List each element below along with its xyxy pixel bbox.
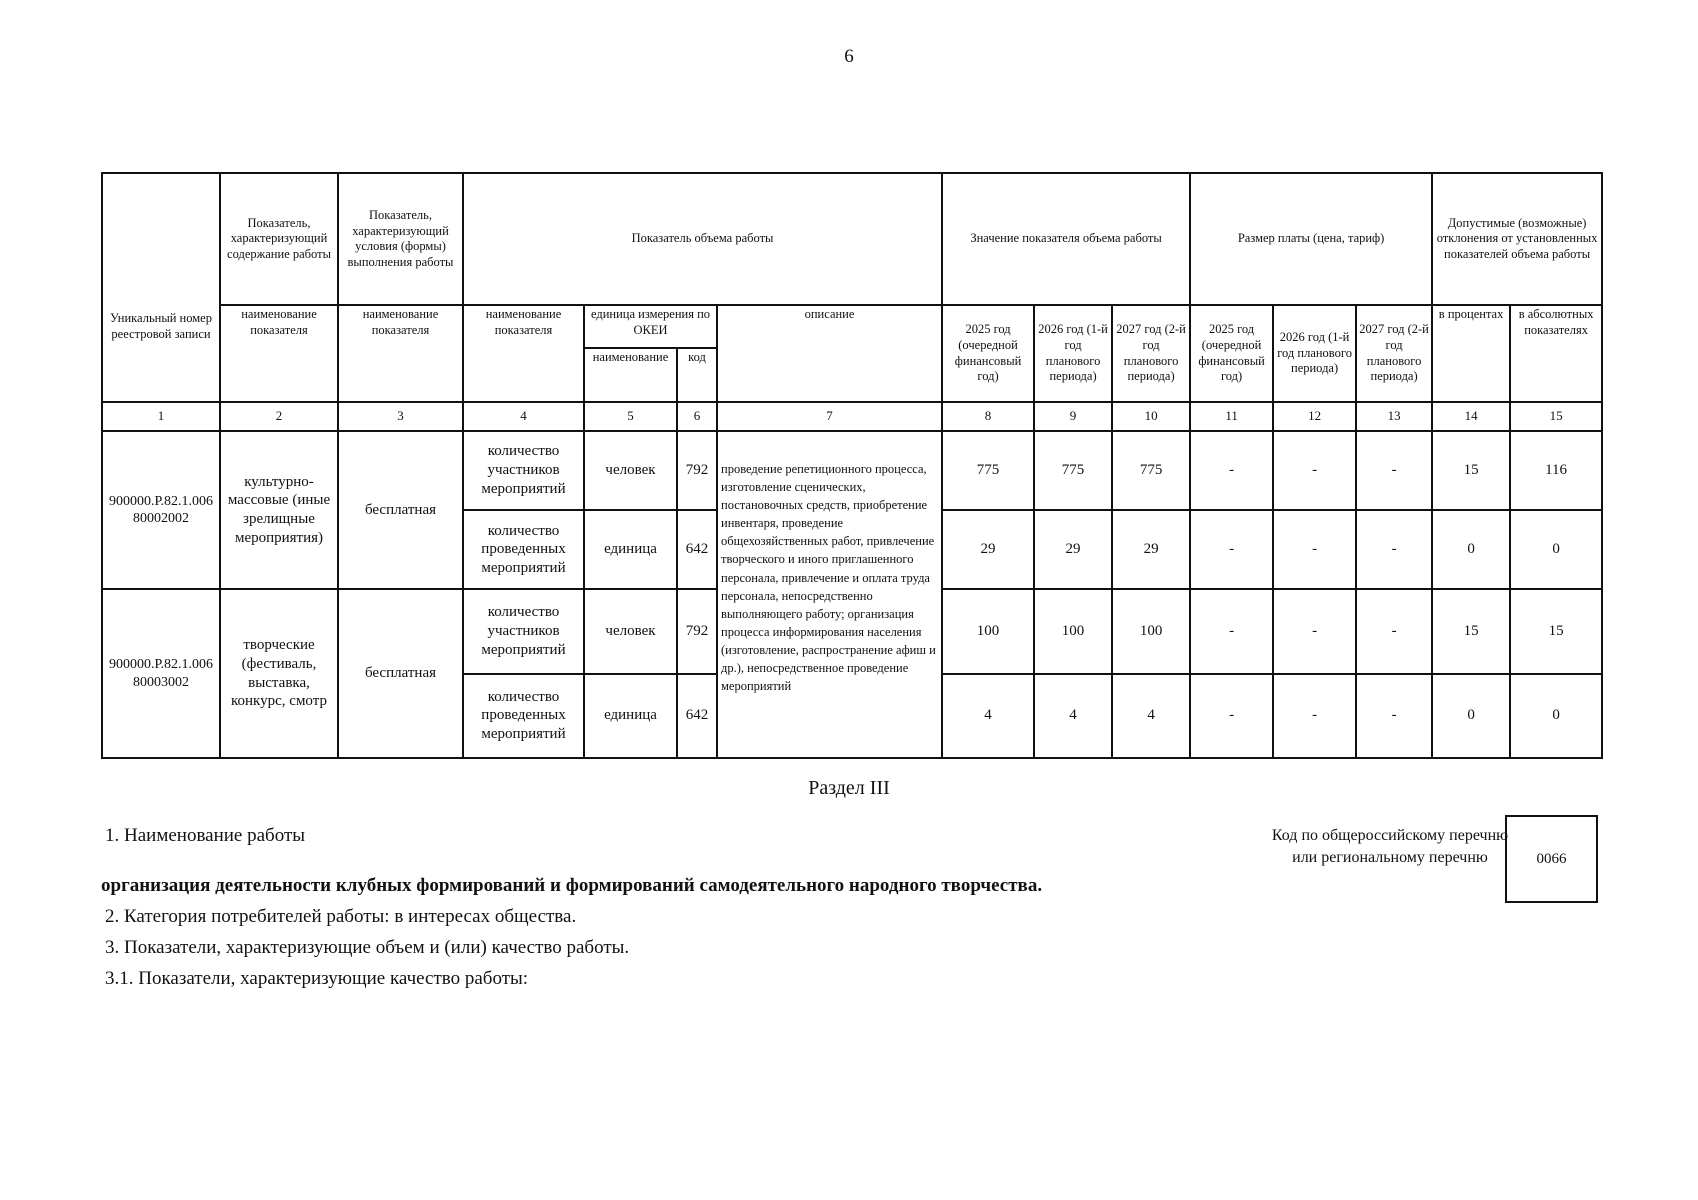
item-quality-indicators: 3.1. Показатели, характеризующие качество работы: — [105, 968, 529, 989]
column-number: 4 — [463, 402, 584, 431]
deviation-absolute: 116 — [1510, 431, 1602, 510]
item-indicators: 3. Показатели, характеризующие объем и (или) качество работы. — [105, 937, 630, 958]
header-deviations: Допустимые (возможные) отклонения от установленных показателей объема работы — [1432, 173, 1602, 305]
indicator-name: количество проведенных мероприятий — [463, 674, 584, 758]
payment-2025: - — [1190, 589, 1273, 673]
value-2027: 100 — [1112, 589, 1190, 673]
registry-code-value: 0066 — [1536, 850, 1567, 867]
unit-code: 792 — [677, 431, 717, 510]
column-number: 7 — [717, 402, 942, 431]
indicator-name: количество проведенных мероприятий — [463, 510, 584, 589]
value-2027: 775 — [1112, 431, 1190, 510]
value-2026: 29 — [1034, 510, 1112, 589]
header-year-2027: 2027 год (2-й год планового периода) — [1356, 305, 1432, 401]
header-volume-indicator: Показатель объема работы — [463, 173, 942, 305]
payment-2027: - — [1356, 431, 1432, 510]
value-2025: 775 — [942, 431, 1034, 510]
unit-name: человек — [584, 431, 677, 510]
payment-2027: - — [1356, 674, 1432, 758]
header-okei-code: код — [677, 348, 717, 402]
payment-2026: - — [1273, 431, 1356, 510]
deviation-percent: 15 — [1432, 589, 1510, 673]
payment-2026: - — [1273, 589, 1356, 673]
payment-2027: - — [1356, 589, 1432, 673]
value-2027: 29 — [1112, 510, 1190, 589]
header-absolute: в абсолютных показателях — [1510, 305, 1602, 401]
unit-code: 642 — [677, 674, 717, 758]
header-okei-unit: единица измерения по ОКЕИ — [584, 305, 717, 347]
payment-2025: - — [1190, 510, 1273, 589]
indicator-name: количество участников мероприятий — [463, 431, 584, 510]
registry-record-number: 900000.Р.82.1.006 80003002 — [102, 589, 220, 758]
value-2026: 4 — [1034, 674, 1112, 758]
value-2025: 29 — [942, 510, 1034, 589]
payment-2025: - — [1190, 431, 1273, 510]
deviation-percent: 15 — [1432, 431, 1510, 510]
header-year-2025: 2025 год (очередной финансовый год) — [1190, 305, 1273, 401]
header-name-indicator: наименование показателя — [463, 305, 584, 401]
column-number: 5 — [584, 402, 677, 431]
header-description: описание — [717, 305, 942, 401]
deviation-percent: 0 — [1432, 674, 1510, 758]
work-description: проведение репетиционного процесса, изготовление сценических, постановочных средств, приобретение инвентаря, проведение общехозяйственных работ, привлечение творческого и иного приглашенного персонала, привлечение и оплата труда персонала, непосредственно выполняющего работу; организация процесса информирования населения (изготовление, распространение афиш и др.), непосредственное проведение мероприятий — [717, 431, 942, 758]
value-2026: 775 — [1034, 431, 1112, 510]
header-year-2027: 2027 год (2-й год планового периода) — [1112, 305, 1190, 401]
column-number: 1 — [102, 402, 220, 431]
deviation-absolute: 15 — [1510, 589, 1602, 673]
column-number: 11 — [1190, 402, 1273, 431]
column-number: 8 — [942, 402, 1034, 431]
item-consumer-category: 2. Категория потребителей работы: в интересах общества. — [105, 906, 577, 927]
column-number: 6 — [677, 402, 717, 431]
payment-2026: - — [1273, 510, 1356, 589]
column-number: 13 — [1356, 402, 1432, 431]
section-title: Раздел III — [808, 777, 890, 799]
header-content-indicator: Показатель, характеризующий содержание работы — [220, 173, 338, 305]
value-2026: 100 — [1034, 589, 1112, 673]
unit-code: 642 — [677, 510, 717, 589]
unit-name: человек — [584, 589, 677, 673]
payment-2027: - — [1356, 510, 1432, 589]
header-name-indicator: наименование показателя — [220, 305, 338, 401]
unit-name: единица — [584, 510, 677, 589]
header-unique-number: Уникальный номер реестровой записи — [102, 173, 220, 402]
column-number: 9 — [1034, 402, 1112, 431]
column-number: 15 — [1510, 402, 1602, 431]
header-percent: в процентах — [1432, 305, 1510, 401]
value-2027: 4 — [1112, 674, 1190, 758]
header-year-2026: 2026 год (1-й год планового периода) — [1034, 305, 1112, 401]
header-name-indicator: наименование показателя — [338, 305, 463, 401]
work-name: организация деятельности клубных формирований и формирований самодеятельного народного творчества. — [101, 875, 1043, 896]
value-2025: 100 — [942, 589, 1034, 673]
condition-value: бесплатная — [338, 589, 463, 758]
deviation-absolute: 0 — [1510, 510, 1602, 589]
payment-2025: - — [1190, 674, 1273, 758]
column-number: 14 — [1432, 402, 1510, 431]
value-2025: 4 — [942, 674, 1034, 758]
registry-code-box — [1505, 815, 1598, 903]
work-volume-table — [101, 172, 1603, 759]
content-indicator-value: культурно-массовые (иные зрелищные мероприятия) — [220, 431, 338, 590]
indicator-name: количество участников мероприятий — [463, 589, 584, 673]
header-volume-value: Значение показателя объема работы — [942, 173, 1190, 305]
column-number: 2 — [220, 402, 338, 431]
registry-code-label: Код по общероссийскому перечню или региональному перечню — [1271, 827, 1509, 867]
column-number: 3 — [338, 402, 463, 431]
header-conditions-indicator: Показатель, характеризующий условия (формы) выполнения работы — [338, 173, 463, 305]
header-year-2026: 2026 год (1-й год планового периода) — [1273, 305, 1356, 401]
header-payment: Размер платы (цена, тариф) — [1190, 173, 1432, 305]
unit-code: 792 — [677, 589, 717, 673]
column-number: 10 — [1112, 402, 1190, 431]
item-work-name-label: 1. Наименование работы — [105, 825, 306, 846]
header-year-2025: 2025 год (очередной финансовый год) — [942, 305, 1034, 401]
registry-record-number: 900000.Р.82.1.006 80002002 — [102, 431, 220, 590]
content-indicator-value: творческие (фестиваль, выставка, конкурс, смотр — [220, 589, 338, 758]
condition-value: бесплатная — [338, 431, 463, 590]
column-number: 12 — [1273, 402, 1356, 431]
page-number: 6 — [844, 46, 854, 67]
deviation-absolute: 0 — [1510, 674, 1602, 758]
payment-2026: - — [1273, 674, 1356, 758]
deviation-percent: 0 — [1432, 510, 1510, 589]
header-okei-name: наименование — [584, 348, 677, 402]
unit-name: единица — [584, 674, 677, 758]
